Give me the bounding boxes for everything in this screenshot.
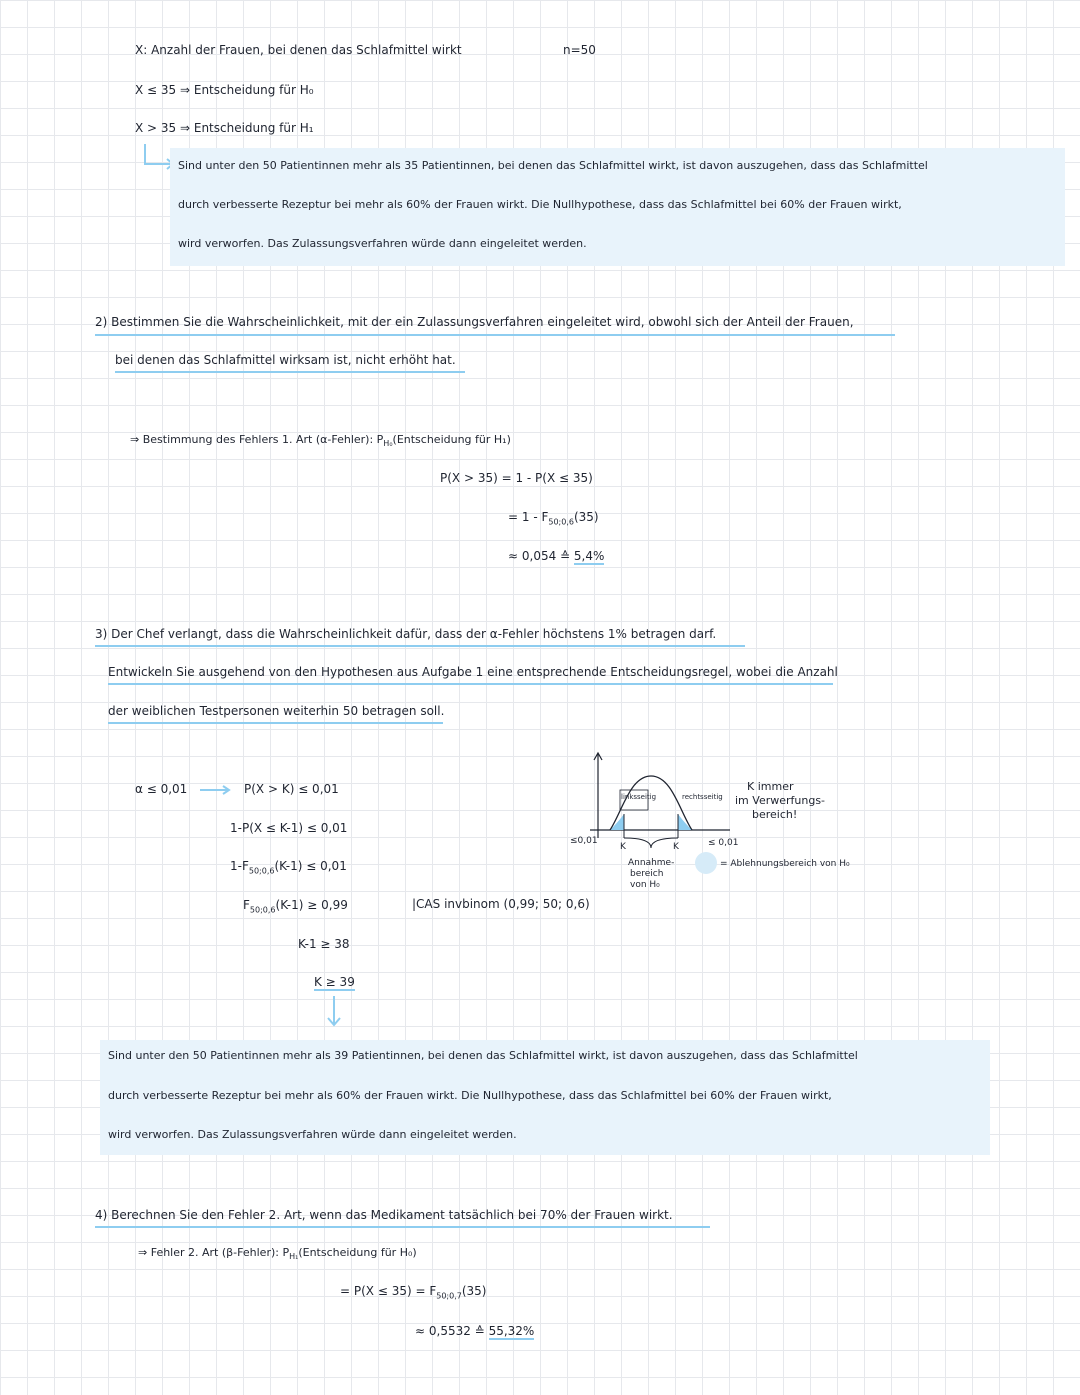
cas-command: |CAS invbinom (0,99; 50; 0,6)	[412, 897, 590, 911]
label-left-sided: linksseitig	[621, 793, 657, 801]
acceptance-label-2: bereich	[630, 869, 664, 879]
arrow-right-icon	[200, 785, 240, 795]
rule-h1: X > 35 ⇒ Entscheidung für H₁	[135, 121, 314, 135]
label-lt-right: ≤ 0,01	[708, 838, 739, 848]
task3-heading-line1: 3) Der Chef verlangt, dass die Wahrscheinlichkeit dafür, dass der α-Fehler höchstens 1% betragen darf.	[95, 627, 717, 641]
conclusion-2-line2: durch verbesserte Rezeptur bei mehr als 60% der Frauen wirkt. Die Nullhypothese, dass das Schlafmittel bei 60% der Frauen wirkt,	[108, 1089, 832, 1102]
conclusion-1-line1: Sind unter den 50 Patientinnen mehr als 35 Patientinnen, bei denen das Schlafmittel wirkt, ist davon auszugehen, dass das Schlafmittel	[178, 159, 928, 172]
acceptance-brace	[624, 838, 678, 848]
step-4: $F_{50;0,6}(K-1) \ge 0,99$	[243, 898, 348, 915]
task2-heading-line1: 2) Bestimmen Sie die Wahrscheinlichkeit, mit der ein Zulassungsverfahren eingeleitet wird, obwohl sich der Anteil der Frauen,	[95, 315, 854, 329]
alpha-bound: α ≤ 0,01	[135, 782, 188, 796]
task4-heading: 4) Berechnen Sie den Fehler 2. Art, wenn das Medikament tatsächlich bei 70% der Frauen wirkt.	[95, 1208, 673, 1222]
step-6: K ≥ 39	[314, 975, 355, 989]
task4-calc-1: = $P(X \le 35) = F_{50;0,7}(35)$	[340, 1284, 487, 1301]
rejection-legend-swatch	[695, 852, 717, 874]
task3-heading-line2: Entwickeln Sie ausgehend von den Hypothesen aus Aufgabe 1 eine entsprechende Entscheidungsregel, wobei die Anzahl	[108, 665, 838, 679]
task2-calc-3: ≈ 0,054 ≙ 5,4%	[508, 549, 605, 563]
label-lt-left: ≤0,01	[570, 836, 598, 846]
task3-heading-line3: der weiblichen Testpersonen weiterhin 50 betragen soll.	[108, 704, 445, 718]
acceptance-label-1: Annahme-	[628, 858, 675, 868]
label-k-right: K	[673, 842, 679, 852]
label-k-left: K	[620, 842, 626, 852]
k-note-1: K immer	[747, 780, 794, 793]
rejection-legend-text: = Ablehnungsbereich von H₀	[720, 859, 850, 869]
k-note-2: im Verwerfungs-	[735, 794, 826, 807]
rule-h0: X ≤ 35 ⇒ Entscheidung für H₀	[135, 83, 314, 97]
acceptance-label-3: von H₀	[630, 880, 660, 890]
conclusion-2-line3: wird verworfen. Das Zulassungsverfahren würde dann eingeleitet werden.	[108, 1128, 517, 1141]
arrow-down-icon	[326, 996, 342, 1030]
step-2: 1-P(X ≤ K-1) ≤ 0,01	[230, 821, 348, 835]
conclusion-1-line2: durch verbesserte Rezeptur bei mehr als 60% der Frauen wirkt. Die Nullhypothese, dass das Schlafmittel bei 60% der Frauen wirkt,	[178, 198, 902, 211]
variable-definition: X: Anzahl der Frauen, bei denen das Schlafmittel wirkt	[135, 43, 462, 57]
k-note-3: bereich!	[752, 808, 798, 821]
beta-result: 55,32%	[488, 1324, 535, 1338]
step-5: K-1 ≥ 38	[298, 937, 350, 951]
task4-calc-2: ≈ 0,5532 ≙ 55,32%	[415, 1324, 535, 1338]
conclusion-1-line3: wird verworfen. Das Zulassungsverfahren würde dann eingeleitet werden.	[178, 237, 587, 250]
task2-calc-2: = $1 - F_{50;0,6}(35)$	[508, 510, 599, 527]
alpha-result: 5,4%	[573, 549, 605, 563]
step-1: P(X > K) ≤ 0,01	[244, 782, 339, 796]
label-right-sided: rechtsseitig	[682, 793, 723, 801]
beta-error-label: ⇒ Fehler 2. Art (β-Fehler): $P_{H_1}(Entscheidung$ für H₀)	[138, 1246, 417, 1262]
alpha-error-label: ⇒ Bestimmung des Fehlers 1. Art (α-Fehler): $P_{H_0}(Entscheidung$ für H₁)	[130, 433, 511, 449]
task2-calc-1: P(X > 35) = 1 - P(X ≤ 35)	[440, 471, 593, 485]
step-3: $1-F_{50;0,6}(K-1) \le 0,01$	[230, 859, 347, 876]
sample-size: n=50	[563, 43, 596, 57]
task2-heading-line2: bei denen das Schlafmittel wirksam ist, nicht erhöht hat.	[115, 353, 456, 367]
conclusion-2-line1: Sind unter den 50 Patientinnen mehr als 39 Patientinnen, bei denen das Schlafmittel wirkt, ist davon auszugehen, dass das Schlafmittel	[108, 1049, 858, 1062]
